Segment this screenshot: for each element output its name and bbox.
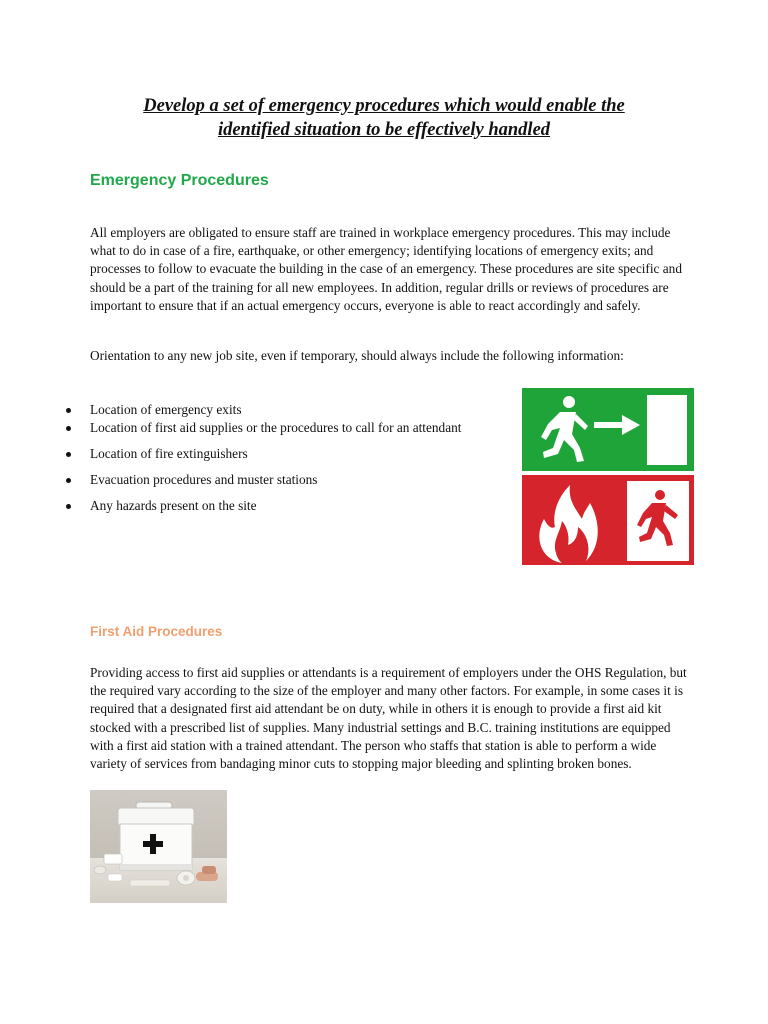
- bullet-text: Location of fire extinguishers: [90, 446, 248, 461]
- bullet-text: Any hazards present on the site: [90, 498, 257, 513]
- bullet-icon: [66, 408, 71, 413]
- bullet-icon: [66, 452, 71, 457]
- emergency-intro-paragraph: All employers are obligated to ensure staff are trained in workplace emergency procedures. This may include what to do in case of a fire, earthquake, or other emergency; identifying locations of emergency exits; and processes to follow to evacuate the building in the case of an emergency. These procedures are site specific and should be a part of the training for all new employees. In addition, regular drills or reviews of procedures are important to ensure that if an actual emergency occurs, everyone is able to react accordingly and safely.: [90, 225, 682, 313]
- bullet-text: Evacuation procedures and muster stations: [90, 472, 318, 487]
- first-aid-procedures-heading: First Aid Procedures: [90, 624, 223, 639]
- bullet-text: Location of emergency exits: [90, 402, 242, 417]
- fire-exit-sign-icon: [522, 475, 694, 565]
- list-item: [64, 497, 464, 515]
- bullet-icon: [66, 478, 71, 483]
- first-aid-kit-photo: [90, 790, 227, 903]
- emergency-exit-sign-icon: [522, 388, 694, 471]
- document-title-line-2: identified situation to be effectively handled: [217, 120, 551, 140]
- list-item: [64, 419, 464, 437]
- bullet-icon: [66, 504, 71, 509]
- list-item: [64, 401, 464, 419]
- list-item: [64, 471, 464, 489]
- orientation-bullet-list: [64, 401, 464, 515]
- emergency-procedures-heading: Emergency Procedures: [90, 172, 269, 189]
- document-title: [0, 94, 768, 142]
- orientation-paragraph: Orientation to any new job site, even if temporary, should always include the following information:: [90, 348, 624, 363]
- first-aid-paragraph: Providing access to first aid supplies or attendants is a requirement of employers under the OHS Regulation, but the required vary according to the size of the employer and many other factors. For example, in some cases it is required that a designated first aid attendant be on duty, while in others it is enough to provide a first aid kit stocked with a prescribed list of supplies. Many industrial settings and B.C. training institutions are equipped with a first aid station with a trained attendant. The person who staffs that station is able to perform a wide variety of services from bandaging minor cuts to stopping major bleeding and splinting broken bones.: [90, 665, 687, 772]
- document-title-line-1: Develop a set of emergency procedures which would enable the: [143, 96, 625, 116]
- bullet-text: Location of first aid supplies or the procedures to call for an attendant: [90, 420, 462, 435]
- list-item: [64, 445, 464, 463]
- bullet-icon: [66, 426, 71, 431]
